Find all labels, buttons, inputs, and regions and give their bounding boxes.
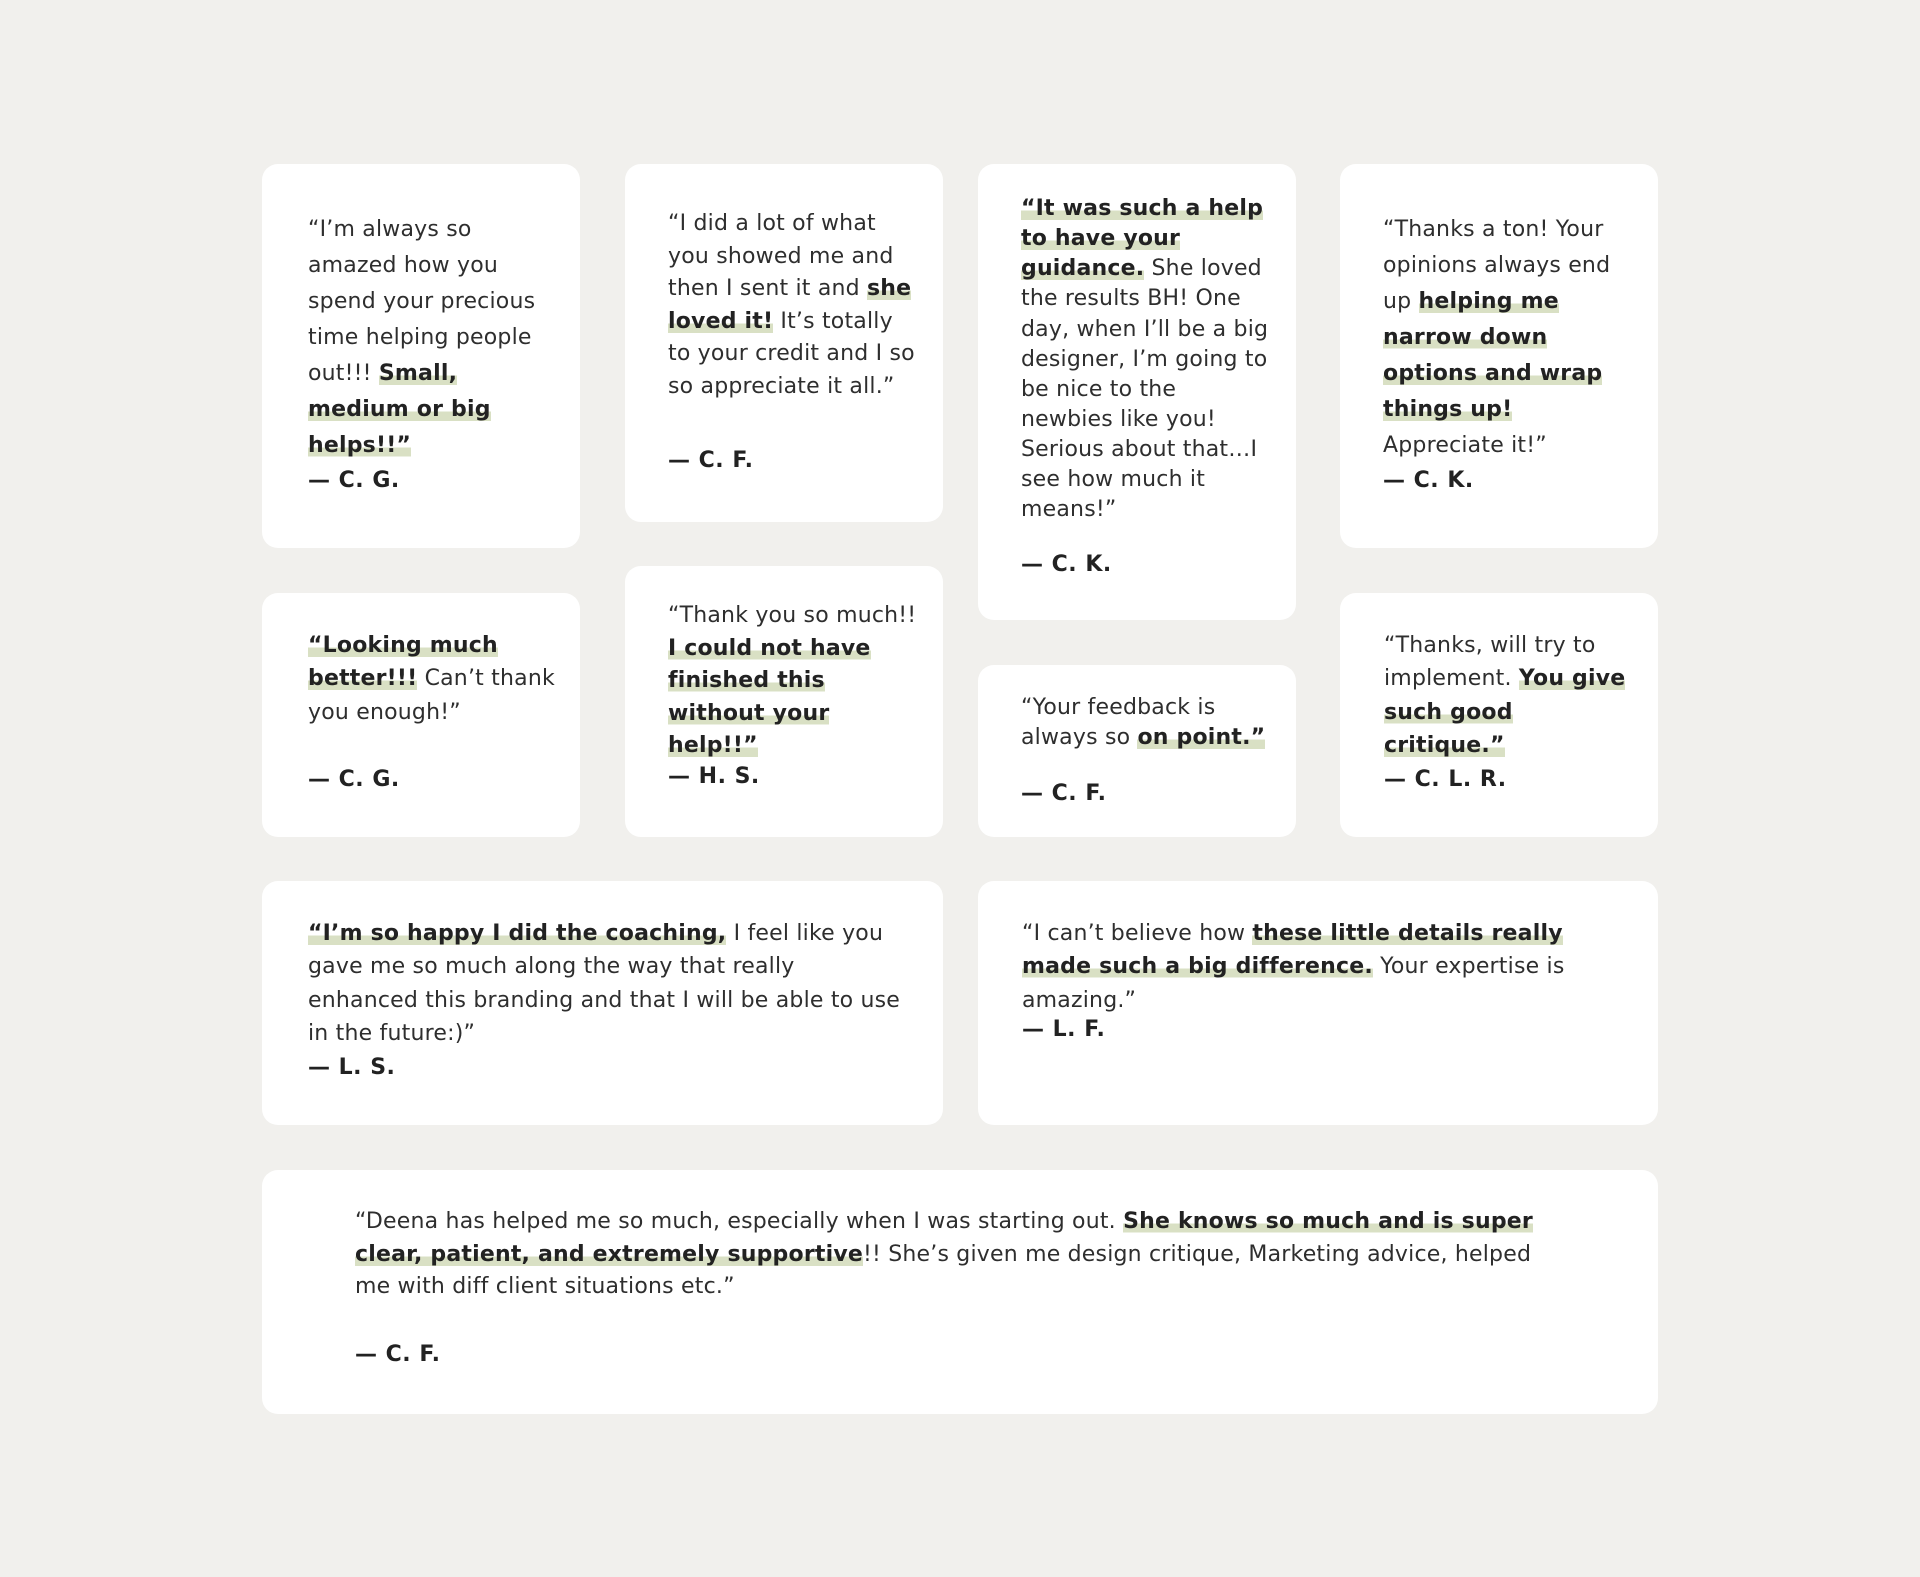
quote-text: Appreciate it!”: [1383, 433, 1547, 459]
testimonial-author: — C. F.: [355, 1342, 441, 1367]
quote-text: I feel like you gave me so much along the way that really enhanced this branding and that I will be able to use in the future:)”: [308, 921, 901, 1047]
testimonial-author: — H. S.: [668, 764, 760, 789]
testimonial-author: — C. K.: [1021, 552, 1112, 577]
quote-highlight: Small, medium or big helps!!”: [308, 361, 491, 459]
testimonial-quote: [1021, 194, 1271, 525]
testimonial-author: — L. F.: [1022, 1017, 1106, 1042]
testimonial-card: [978, 164, 1296, 620]
testimonial-author: — C. G.: [308, 468, 400, 493]
testimonial-author: — C. L. R.: [1384, 767, 1507, 792]
testimonial-author: — C. G.: [308, 767, 400, 792]
quote-highlight: these little details really made such a big difference.: [1022, 921, 1563, 980]
testimonial-card: [1340, 164, 1658, 548]
quote-text: Can’t thank you enough!”: [308, 666, 555, 725]
quote-highlight: “It was such a help to have your guidance.: [1021, 196, 1264, 282]
quote-text: !! She’s given me design critique, Marketing advice, helped me with diff client situations etc.”: [355, 1241, 1532, 1300]
testimonial-author: — C. F.: [668, 448, 754, 473]
quote-highlight: “Looking much better!!!: [308, 633, 498, 692]
testimonial-card: [262, 593, 580, 837]
quote-highlight: she loved it!: [668, 276, 912, 334]
testimonial-quote: [308, 212, 548, 465]
quote-highlight: helping me narrow down options and wrap things up!: [1383, 289, 1603, 423]
testimonial-author: — C. K.: [1383, 468, 1474, 493]
quote-highlight: She knows so much and is super clear, patient, and extremely supportive: [355, 1209, 1533, 1267]
quote-text: “I can’t believe how: [1022, 921, 1253, 946]
quote-text: “I did a lot of what you showed me and then I sent it and: [668, 211, 894, 302]
testimonial-author: — C. F.: [1021, 781, 1107, 806]
quote-text: “Thanks a ton! Your opinions always end up: [1383, 217, 1611, 315]
quote-text: It’s totally to your credit and I so so appreciate it all.”: [668, 308, 915, 399]
quote-highlight: on point.”: [1137, 724, 1266, 750]
testimonial-author: — L. S.: [308, 1055, 396, 1080]
testimonial-card: [625, 566, 943, 837]
testimonial-quote: [355, 1206, 1555, 1304]
testimonial-quote: [668, 600, 918, 763]
quote-text: “I’m always so amazed how you spend your precious time helping people out!!!: [308, 217, 536, 387]
testimonial-quote: [1383, 212, 1633, 465]
testimonial-card: [262, 881, 943, 1125]
testimonial-card: [1340, 593, 1658, 837]
quote-text: She loved the results BH! One day, when I’ll be a big designer, I’m going to be nice to the newbies like you! Serious about that…I see how much it means!”: [1021, 256, 1269, 523]
testimonial-quote: [1021, 693, 1271, 753]
quote-text: “Thank you so much!!: [668, 603, 917, 628]
testimonial-card: [262, 164, 580, 548]
quote-highlight: “I’m so happy I did the coaching,: [308, 921, 727, 946]
testimonial-quote: [308, 629, 558, 729]
quote-text: “Thanks, will try to implement.: [1384, 633, 1596, 692]
quote-text: “Deena has helped me so much, especially when I was starting out.: [355, 1209, 1124, 1234]
testimonial-quote: [1384, 629, 1634, 763]
quote-highlight: You give such good critique.”: [1384, 666, 1626, 759]
testimonial-card: [262, 1170, 1658, 1414]
quote-highlight: I could not have finished this without your help!!”: [668, 635, 871, 759]
quote-text: Your expertise is amazing.”: [1022, 954, 1565, 1013]
testimonial-quote: [668, 208, 918, 403]
testimonial-card: [978, 881, 1658, 1125]
testimonial-quote: [308, 917, 908, 1051]
quote-text: “Your feedback is always so: [1021, 695, 1216, 750]
testimonial-card: [625, 164, 943, 522]
testimonial-quote: [1022, 917, 1612, 1017]
testimonial-card: [978, 665, 1296, 837]
